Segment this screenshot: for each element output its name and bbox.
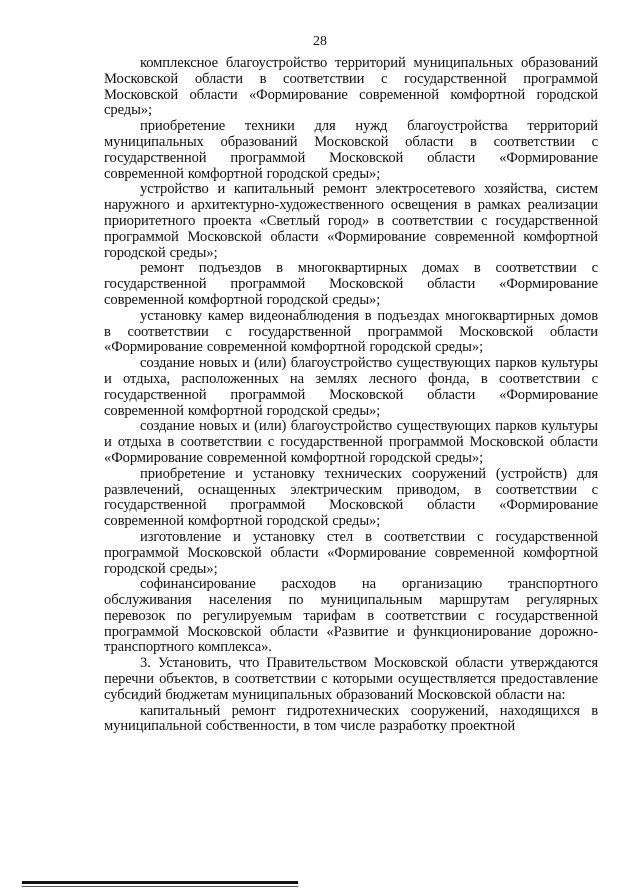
- document-body: [104, 56, 598, 735]
- paragraph-hydrotechnical-repair: капитальный ремонт гидротехнических сооружений, находящихся в муниципальной собственности, в том числе разработку проектной: [104, 702, 598, 735]
- paragraph-lighting-network: устройство и капитальный ремонт электросетевого хозяйства, систем наружного и архитектурно-художественного освещения в рамках реализации приоритетного проекта «Светлый город» в соответствии с государственной программой Московской области «Формирование современной комфортной городской среды»;: [104, 181, 598, 261]
- page-number: 28: [313, 34, 327, 49]
- paragraph-video-cameras: установку камер видеонаблюдения в подъездах многоквартирных домов в соответствии с государственной программой Московской области «Формирование современной комфортной городской среды»;: [104, 307, 598, 356]
- paragraph-complex-improvement: комплексное благоустройство территорий муниципальных образований Московской области в соответствии с государственной программой Московской области «Формирование современной комфортной городской среды»;: [104, 55, 598, 119]
- footer-rule-secondary: [22, 886, 298, 887]
- paragraph-forest-parks: создание новых и (или) благоустройство существующих парков культуры и отдыха, расположенных на землях лесного фонда, в соответствии с государственной программой Московской области «Формирование современной комфортной городской среды»;: [104, 355, 598, 419]
- footer-rule: [22, 881, 298, 884]
- paragraph-transport-cofinancing: софинансирование расходов на организацию транспортного обслуживания населения по муниципальным маршрутам регулярных перевозок по регулируемым тарифам в соответствии с государственной программой Московской области «Развитие и функционирование дорожно-транспортного комплекса».: [104, 576, 598, 656]
- paragraph-improvement-equipment: приобретение техники для нужд благоустройства территорий муниципальных образований Московской области в соответствии с государственной программой Московской области «Формирование современной комфортной городской среды»;: [104, 118, 598, 182]
- paragraph-entrance-repair: ремонт подъездов в многоквартирных домах в соответствии с государственной программой Московской области «Формирование современной комфортной городской среды»;: [104, 260, 598, 308]
- paragraph-amusement-equipment: приобретение и установку технических сооружений (устройств) для развлечений, оснащенных электрическим приводом, в соответствии с государственной программой Московской области «Формирование современной комфортной городской среды»;: [104, 465, 598, 530]
- paragraph-item-3: 3. Установить, что Правительством Московской области утверждаются перечни объектов, в соответствии с которыми осуществляется предоставление субсидий бюджетам муниципальных образований Московской области на:: [104, 655, 598, 703]
- paragraph-culture-parks: создание новых и (или) благоустройство существующих парков культуры и отдыха в соответствии с государственной программой Московской области «Формирование современной комфортной городской среды»;: [104, 418, 598, 466]
- paragraph-steles: изготовление и установку стел в соответствии с государственной программой Московской области «Формирование современной комфортной городской среды»;: [104, 528, 598, 577]
